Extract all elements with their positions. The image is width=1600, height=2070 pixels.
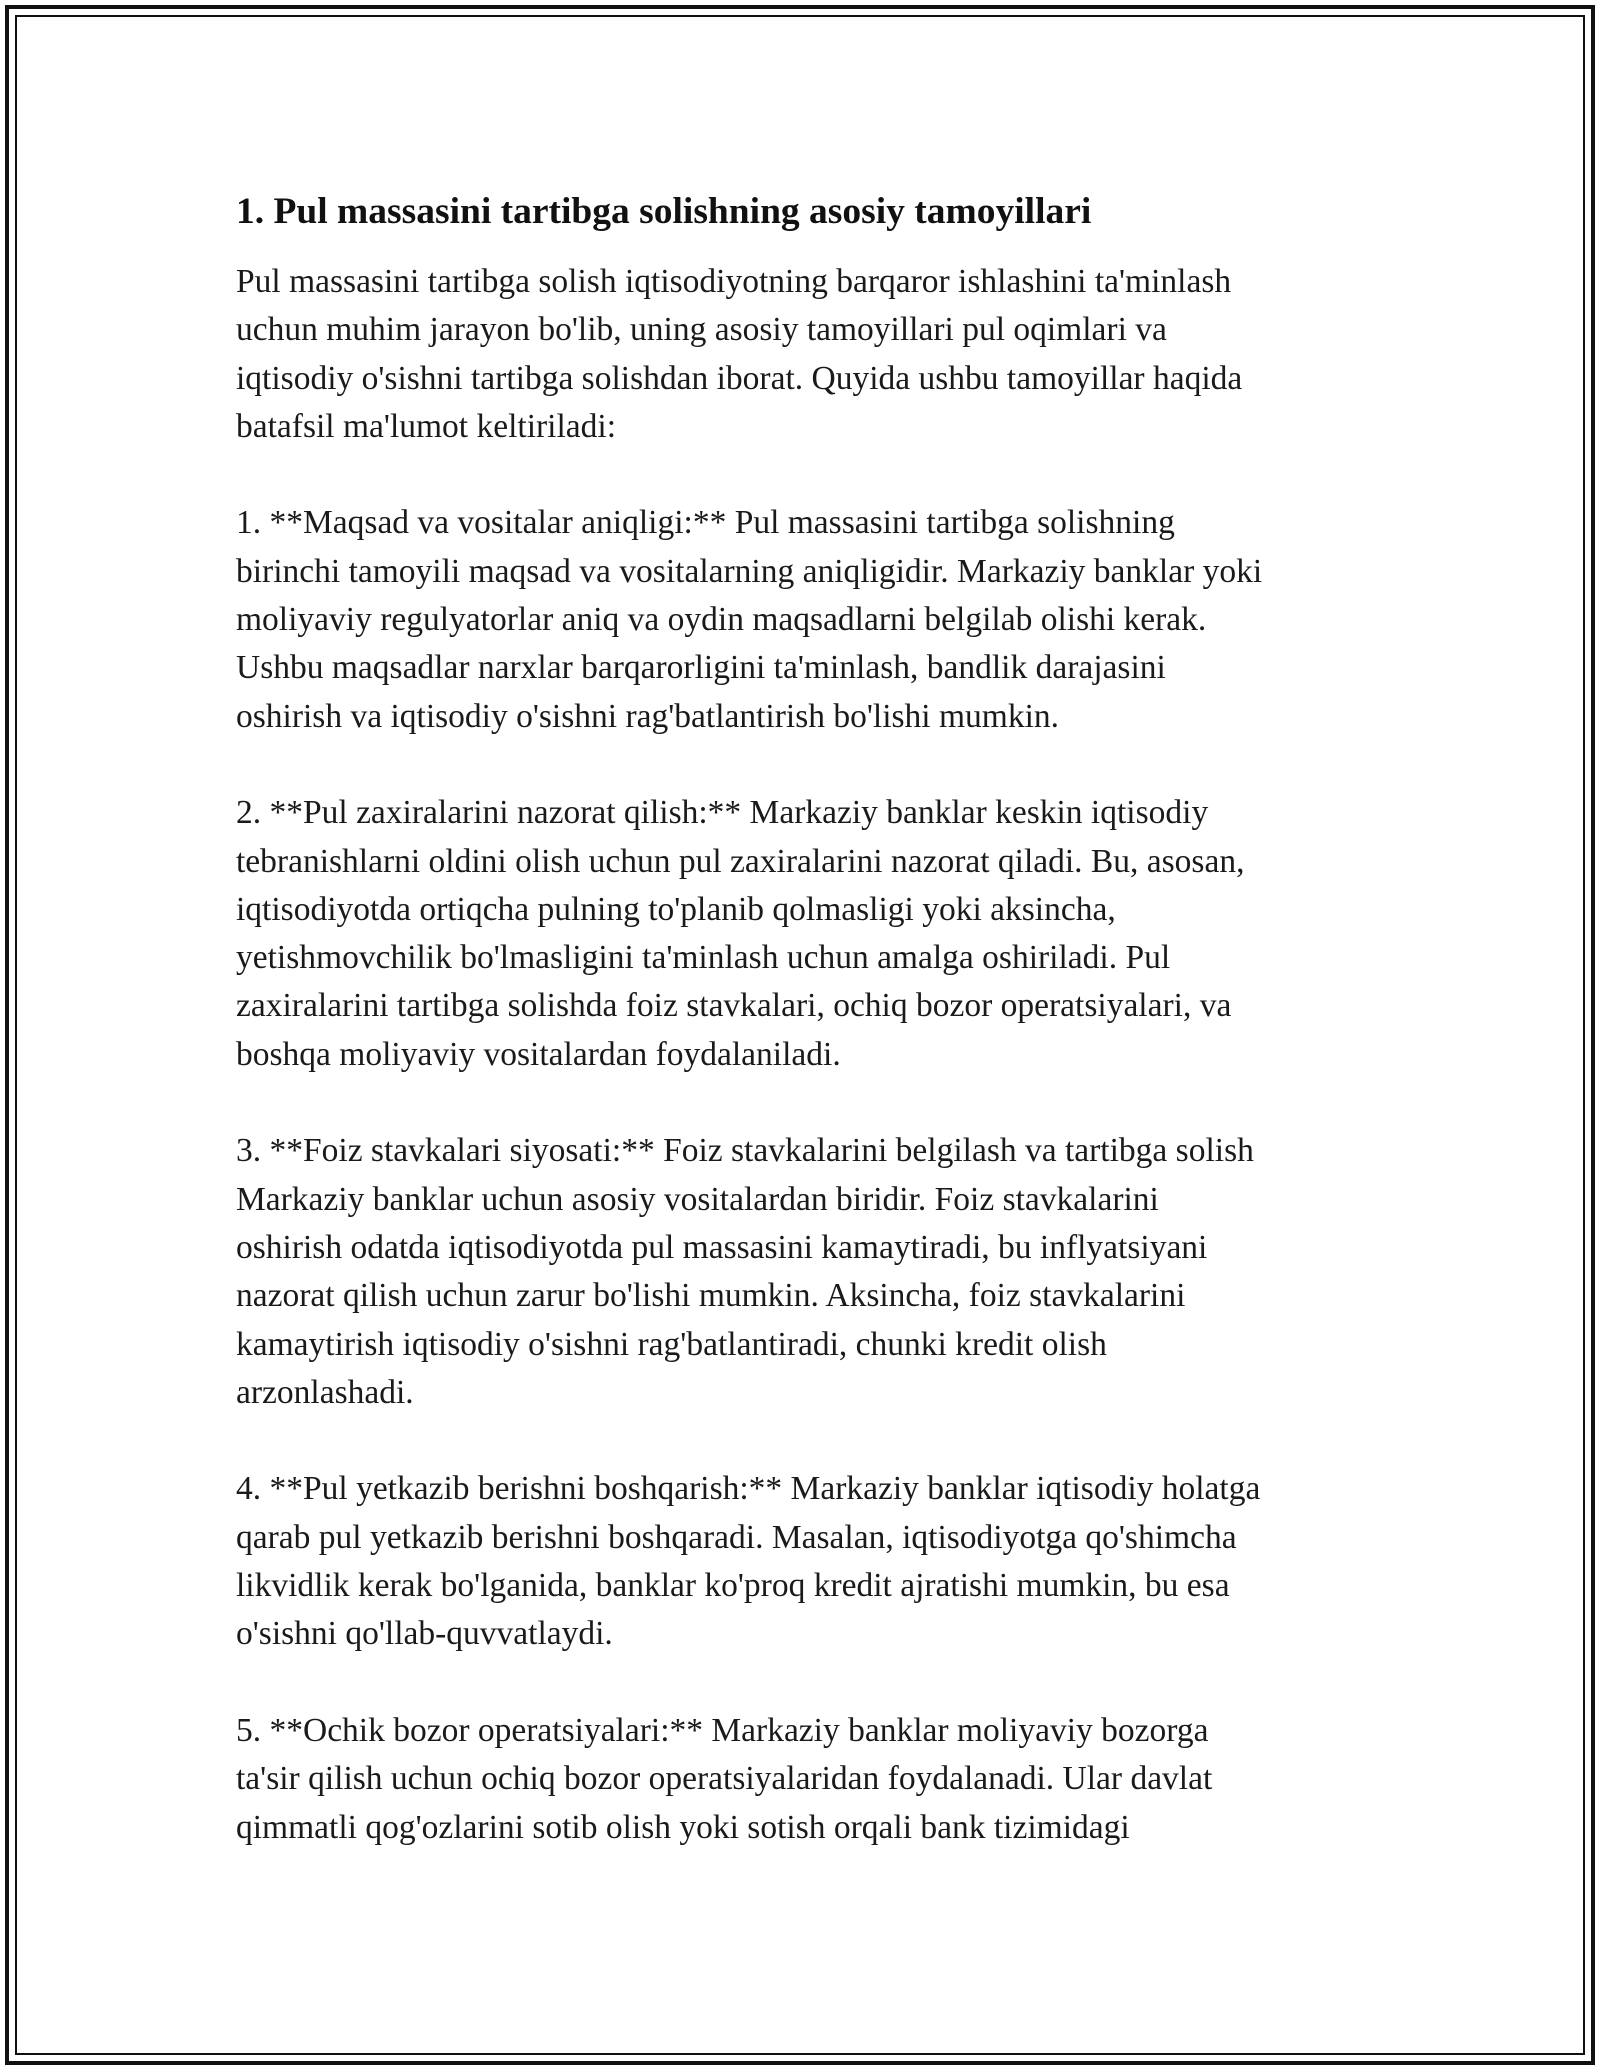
section-heading: 1. Pul massasini tartibga solishning asosiy tamoyillari bbox=[236, 191, 1092, 232]
document-content bbox=[236, 186, 1376, 1852]
body-text: Pul massasini tartibga solish iqtisodiyotning barqaror ishlashini ta'minlash uchun muhim jarayon bo'lib, uning asosiy tamoyillari pul oqimlari va iqtisodiy o'sishni tartibga solishdan iborat. Quyida ushbu tamoyillar haqida batafsil ma'lumot keltiriladi: 1. **Maqsad va vositalar aniqligi:** Pul massasini tartibga solishning birinchi tamoyili maqsad va vositalarning aniqligidir. Markaziy banklar yoki moliyaviy regulyatorlar aniq va oydin maqsadlarni belgilab olishi kerak. Ushbu maqsadlar narxlar barqarorligini ta'minlash, bandlik darajasini oshirish va iqtisodiy o'sishni rag'batlantirish bo'lishi mumkin. 2. **Pul zaxiralarini nazorat qilish:** Markaziy banklar keskin iqtisodiy tebranishlarni oldini olish uchun pul zaxiralarini nazorat qiladi. Bu, asosan, iqtisodiyotda ortiqcha pulning to'planib qolmasligi yoki aksincha, yetishmovchilik bo'lmasligini ta'minlash uchun amalga oshiriladi. Pul zaxiralarini tartibga solishda foiz stavkalari, ochiq bozor operatsiyalari, va boshqa moliyaviy vositalardan foydalaniladi. 3. **Foiz stavkalari siyosati:** Foiz stavkalarini belgilash va tartibga solish Markaziy banklar uchun asosiy vositalardan biridir. Foiz stavkalarini oshirish odatda iqtisodiyotda pul massasini kamaytiradi, bu inflyatsiyani nazorat qilish uchun zarur bo'lishi mumkin. Aksincha, foiz stavkalarini kamaytirish iqtisodiy o'sishni rag'batlantiradi, chunki kredit olish arzonlashadi. 4. **Pul yetkazib berishni boshqarish:** Markaziy banklar iqtisodiy holatga qarab pul yetkazib berishni boshqaradi. Masalan, iqtisodiyotga qo'shimcha likvidlik kerak bo'lganida, banklar ko'proq kredit ajratishi mumkin, bu esa o'sishni qo'llab-quvvatlaydi. 5. **Ochik bozor operatsiyalari:** Markaziy banklar moliyaviy bozorga ta'sir qilish uchun ochiq bozor operatsiyalaridan foydalanadi. Ular davlat qimmatli qog'ozlarini sotib olish yoki sotish orqali bank tizimidagi bbox=[236, 263, 1263, 1846]
